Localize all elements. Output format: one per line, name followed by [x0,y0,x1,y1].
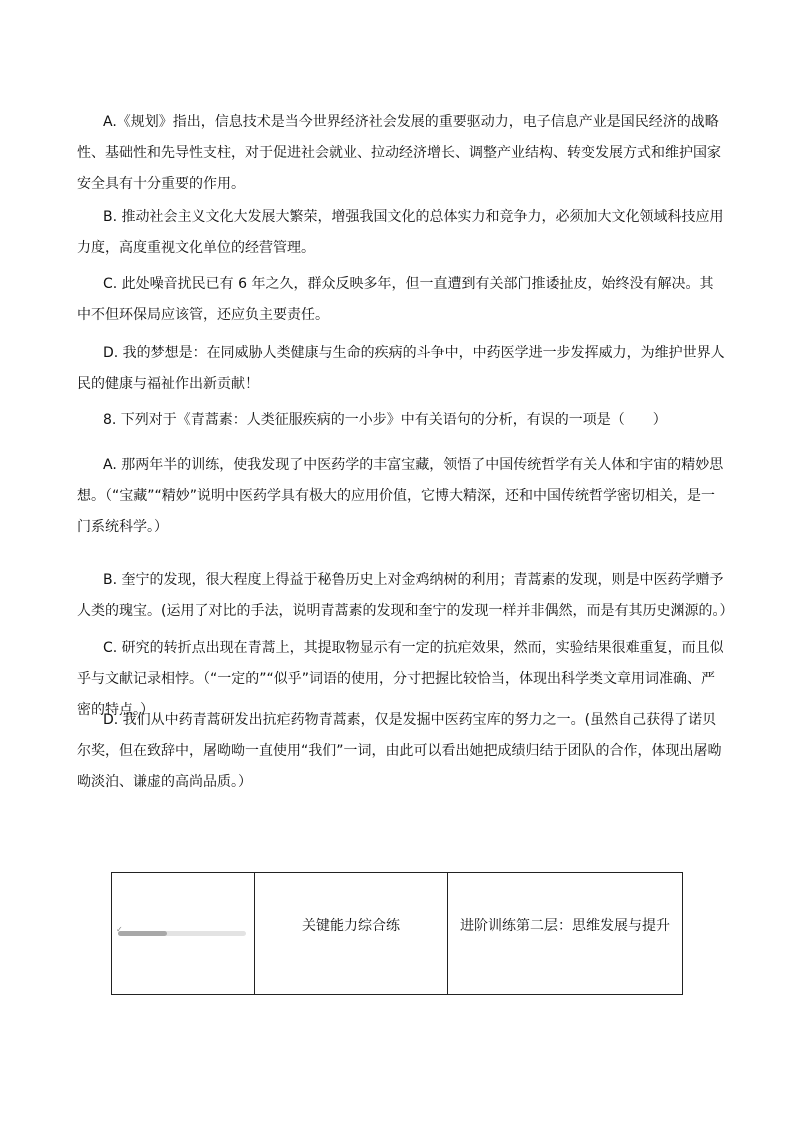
q8-option-d-text: D. 我们从中药青蒿研发出抗疟药物青蒿素，仅是发掘中医药宝库的努力之一。(虽然自己获得了诺贝尔奖，但在致辞中，屠呦呦一直使用“我们”一词，由此可以看出她把成绩归结于团队的合作，体现出屠呦呦淡泊、谦虚的高尚品质。） [77,712,722,790]
q8-option-c-text: C. 研究的转折点出现在青蒿上，其提取物显示有一定的抗疟效果，然而，实验结果很难重复，而且似乎与文献记录相悖。（“一定的”“似乎”词语的使用，分寸把握比较恰当，体现出科学类文章用词准确、严密的特点。） [77,640,724,718]
progress-bar-fill [118,931,167,936]
middle-label-cell [254,873,447,994]
option-b-paragraph [77,202,727,264]
advanced-training-label: 进阶训练第二层：思维发展与提升 [460,917,670,934]
q8-option-b-text: B. 奎宁的发现，很大程度上得益于秘鲁历史上对金鸡纳树的利用；青蒿素的发现，则是中医药学赠予人类的瑰宝。(运用了对比的手法，说明青蒿素的发现和奎宁的发现一样并非偶然，而是有其历史渊源的。） [77,572,734,619]
q8-option-d [77,705,727,798]
key-ability-label: 关键能力综合练 [302,917,400,934]
option-a-paragraph [77,107,727,200]
option-c-text: C. 此处噪音扰民已有 6 年之久，群众反映多年，但一直遭到有关部门推诿扯皮，始终没有解决。其中不但环保局应该管，还应负主要责任。 [77,276,714,323]
question-8-text: 8. 下列对于《青蒿素：人类征服疾病的一小步》中有关语句的分析，有误的一项是（ ） [103,412,667,428]
option-b-text: B. 推动社会主义文化大发展大繁荣，增强我国文化的总体实力和竞争力，必须加大文化领域科技应用力度，高度重视文化单位的经营管理。 [77,209,724,256]
q8-option-b [77,565,734,627]
progress-cell [112,873,254,994]
option-a-text: A.《规划》指出，信息技术是当今世界经济社会发展的重要驱动力，电子信息产业是国民经济的战略性、基础性和先导性支柱，对于促进社会就业、拉动经济增长、调整产业结构、转变发展方式和维护国家安全具有十分重要的作用。 [77,114,721,192]
progress-bar [116,925,246,936]
option-c-paragraph [77,269,727,331]
option-d-paragraph [77,338,727,400]
check-icon: ✓ [116,925,123,934]
section-header-table [111,872,683,995]
right-label-cell [447,873,682,994]
q8-option-a [77,450,727,543]
option-d-text: D. 我的梦想是：在同威胁人类健康与生命的疾病的斗争中，中药医学进一步发挥威力，为维护世界人民的健康与福祉作出新贡献！ [77,345,725,392]
question-8-stem [77,405,727,436]
q8-option-a-text: A. 那两年半的训练，使我发现了中医药学的丰富宝藏，领悟了中国传统哲学有关人体和宇宙的精妙思想。（“宝藏”“精妙”说明中医药学具有极大的应用价值，它博大精深，还和中国传统哲学密切相关，是一门系统科学。） [77,457,724,535]
